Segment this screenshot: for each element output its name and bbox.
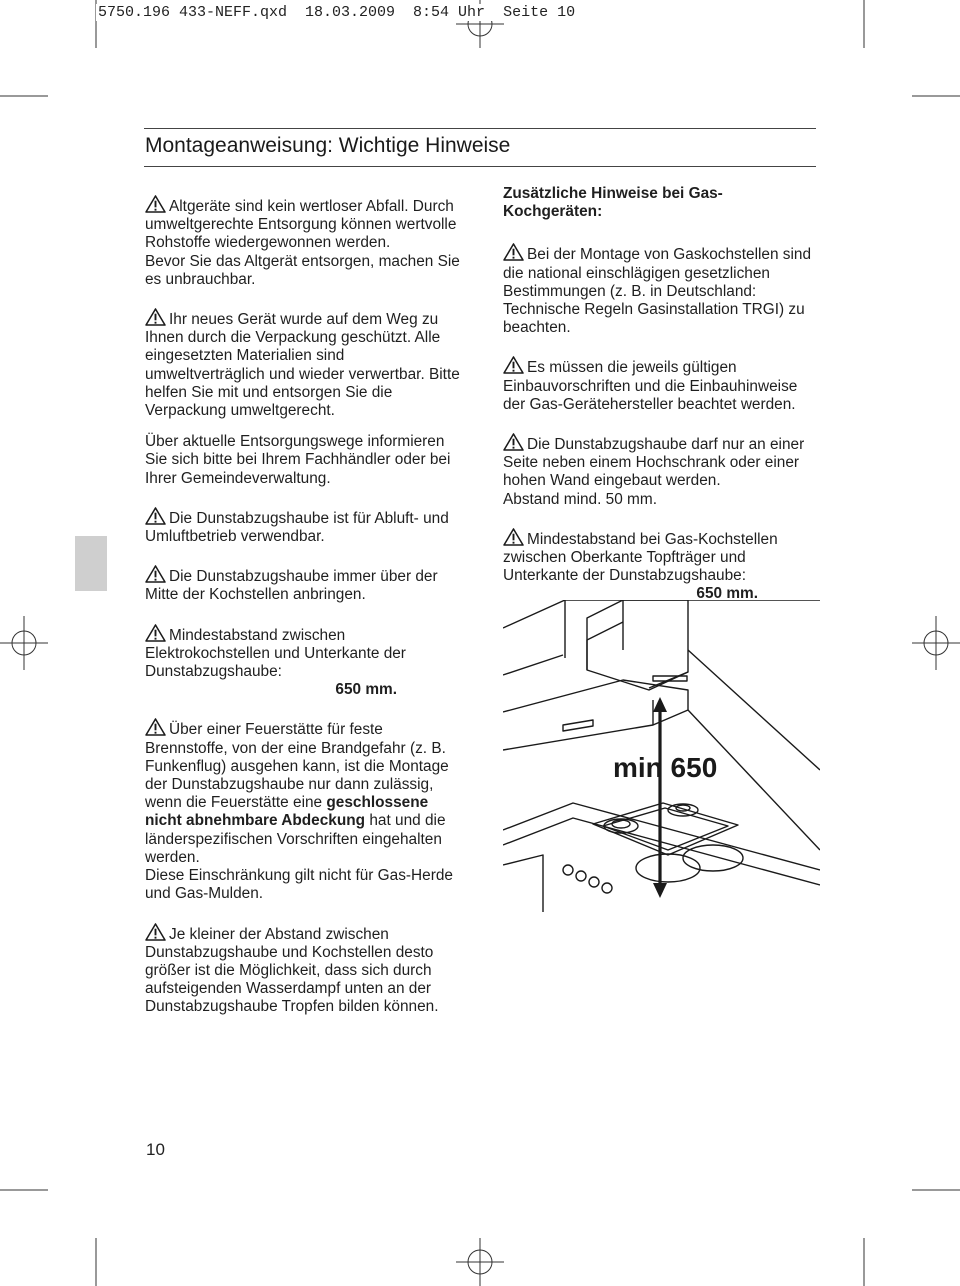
gas-note-min-distance: Mindestabstand bei Gas-Kochstellen zwischen Oberkante Topfträger und Unterkante der Dunstabzugshaube: 650 mm.: [503, 528, 821, 604]
note-condensation: Je kleiner der Abstand zwischen Dunstabzugshaube und Kochstellen desto größer ist die Möglichkeit, dass sich durch aufsteigenden Wasserdampf unten an der Dunstabzugshaube Tropfen bilden können.: [145, 923, 463, 1017]
figure-label: min 650: [613, 752, 718, 783]
page-title: Montageanweisung: Wichtige Hinweise: [145, 134, 511, 157]
page-number: 10: [146, 1140, 165, 1159]
title-rule-bottom: [144, 166, 816, 167]
note-centering: Die Dunstabzugshaube immer über der Mitte der Kochstellen anbringen.: [145, 565, 463, 604]
note-fireplace: Über einer Feuerstätte für feste Brennstoffe, von der eine Brandgefahr (z. B. Funkenflug) ausgehen kann, ist die Montage der Dunstabzugshaube nur dann zulässig, wenn die Feuerstätte eine geschlossene nicht abnehmbare Abdeckung hat und die länderspezifischen Vorschriften eingehalten werden. Diese Einschränkung gilt nicht für Gas-Herde und Gas-Mulden.: [145, 718, 463, 903]
left-column: [145, 195, 463, 1030]
warning-icon: [145, 195, 166, 213]
gas-note-manufacturer: Es müssen die jeweils gültigen Einbauvorschriften und die Einbauhinweise der Gas-Gerätehersteller beachtet werden.: [503, 356, 821, 414]
gas-distance-value: 650 mm.: [696, 585, 758, 603]
gas-heading: Zusätzliche Hinweise bei Gas-Kochgeräten:: [503, 185, 723, 221]
title-rule-top: [144, 128, 816, 129]
warning-icon: [145, 624, 166, 642]
note-packaging: Ihr neues Gerät wurde auf dem Weg zu Ihnen durch die Verpackung geschützt. Alle eingesetzten Materialien sind umweltverträglich und wieder verwertbar. Bitte helfen Sie mit und entsorgen Sie die Verpackung umweltgerecht.: [145, 308, 463, 420]
right-column: [503, 185, 821, 617]
warning-icon: [503, 243, 524, 261]
file-slug: 5750.196 433-NEFF.qxd 18.03.2009 8:54 Uhr Seite 10: [98, 4, 576, 21]
warning-icon: [145, 565, 166, 583]
section-tab: [75, 536, 107, 591]
note-disposal-info: Über aktuelle Entsorgungswege informieren Sie sich bitte bei Ihrem Fachhändler oder bei Ihrer Gemeindeverwaltung.: [145, 433, 451, 487]
warning-icon: [145, 923, 166, 941]
installation-illustration: [503, 600, 820, 912]
warning-icon: [503, 433, 524, 451]
note-min-distance-electric: Mindestabstand zwischen Elektrokochstellen und Unterkante der Dunstabzugshaube: 650 mm.: [145, 624, 463, 700]
warning-icon: [145, 308, 166, 326]
warning-icon: [145, 718, 166, 736]
gas-note-regulations: Bei der Montage von Gaskochstellen sind die national einschlägigen gesetzlichen Bestimmungen (z. B. in Deutschland: Technische Regeln Gasinstallation TRGI) zu beachten.: [503, 243, 821, 337]
distance-value: 650 mm.: [335, 681, 397, 699]
note-disposal: Altgeräte sind kein wertloser Abfall. Durch umweltgerechte Entsorgung können wertvolle Rohstoffe wiedergewonnen werden. Bevor Sie das Altgerät entsorgen, machen Sie es unbrauchbar.: [145, 195, 463, 289]
note-operation-mode: Die Dunstabzugshaube ist für Abluft- und Umluftbetrieb verwendbar.: [145, 507, 463, 546]
warning-icon: [503, 528, 524, 546]
warning-icon: [503, 356, 524, 374]
warning-icon: [145, 507, 166, 525]
gas-note-side-clearance: Die Dunstabzugshaube darf nur an einer Seite neben einem Hochschrank oder einer hohen Wand eingebaut werden. Abstand mind. 50 mm.: [503, 433, 821, 509]
